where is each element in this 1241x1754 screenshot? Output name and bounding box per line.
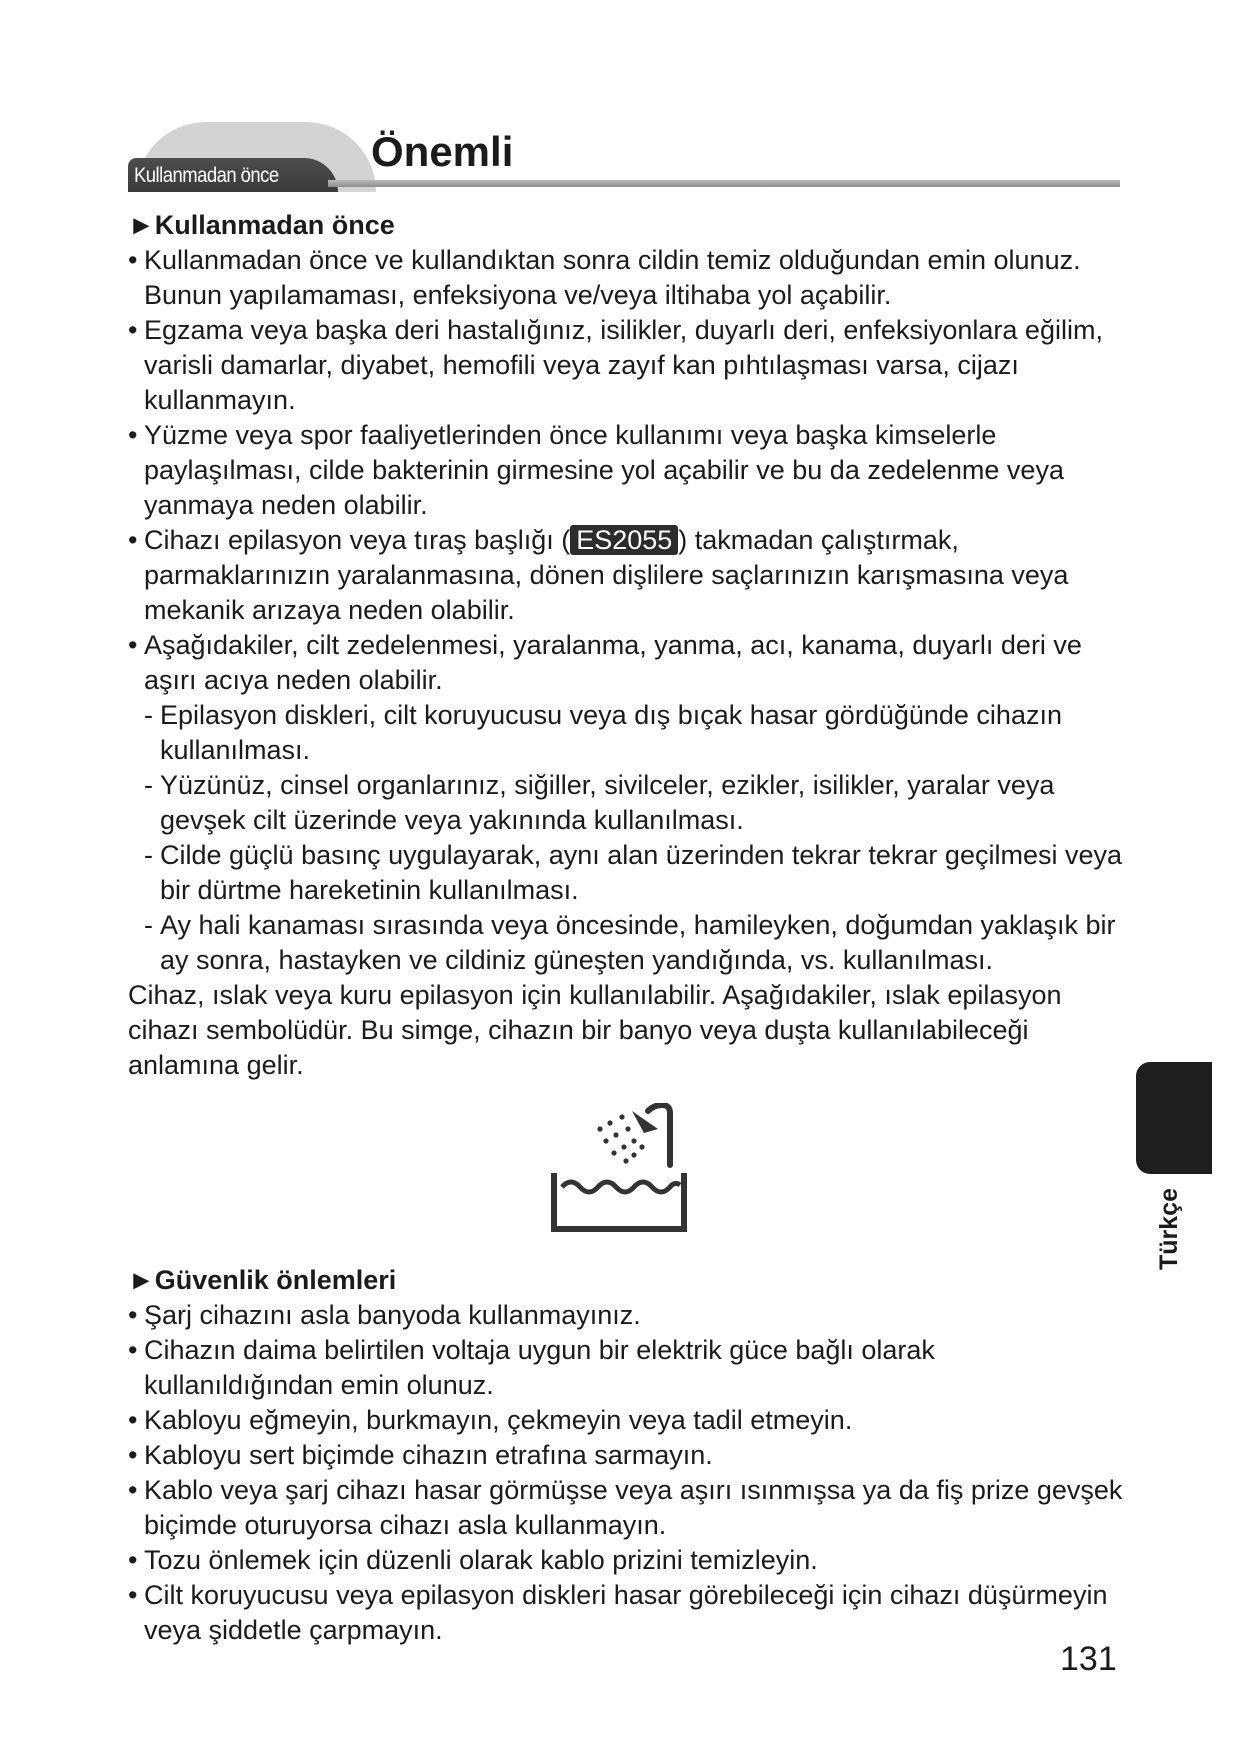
header-tab — [128, 158, 338, 192]
list-item: • Cilt koruyucusu veya epilasyon diskleri hasar görebileceği için cihazı düşürmeyin veya şiddetle çarpmayın. — [128, 1578, 1128, 1648]
shower-bath-icon — [550, 1103, 690, 1233]
language-label: Türkçe — [1155, 1188, 1183, 1270]
section-heading-before-use: ►Kullanmadan önce — [128, 210, 395, 240]
list-item: • Cihazın daima belirtilen voltaja uygun bir elektrik güce bağlı olarak kullanıldığından emin olunuz. — [128, 1333, 1128, 1403]
sub-list-item: - Epilasyon diskleri, cilt koruyucusu veya dış bıçak hasar gördüğünde cihazın kullanılması. — [128, 698, 1128, 768]
list-item: • Tozu önlemek için düzenli olarak kablo prizini temizleyin. — [128, 1543, 1128, 1578]
wet-symbol-area — [128, 1103, 1128, 1253]
sub-list-item: - Ay hali kanaması sırasında veya öncesinde, hamileyken, doğumdan yaklaşık bir ay sonra, hastayken ve cildiniz güneşten yandığında, vs. kullanılması. — [128, 908, 1128, 978]
header-rule — [328, 180, 1120, 187]
list-item-text: ) takmadan çalıştırmak, parmaklarınızın yaralanmasına, dönen dişlilere saçlarınızın karışmasına veya mekanik arızaya neden olabilir. — [144, 525, 1069, 625]
list-item: • Kullanmadan önce ve kullandıktan sonra cildin temiz olduğundan emin olunuz. Bunun yapılamaması, enfeksiyona ve/veya iltihaba yol açabilir. — [128, 243, 1128, 313]
wet-use-paragraph: Cihaz, ıslak veya kuru epilasyon için kullanılabilir. Aşağıdakiler, ıslak epilasyon cihazı sembolüdür. Bu simge, cihazın bir banyo veya duşta kullanılabileceği anlamına gelir. — [128, 980, 1062, 1080]
language-tab-marker — [1136, 1062, 1212, 1174]
model-badge: ES2055 — [570, 525, 678, 555]
list-item: • Aşağıdakiler, cilt zedelenmesi, yaralanma, yanma, acı, kanama, duyarlı deri ve aşırı acıya neden olabilir. — [128, 628, 1128, 698]
list-item — [128, 523, 1128, 628]
list-item: • Kabloyu sert biçimde cihazın etrafına sarmayın. — [128, 1438, 1128, 1473]
sub-list-item: - Cilde güçlü basınç uygulayarak, aynı alan üzerinden tekrar tekrar geçilmesi veya bir dürtme hareketinin kullanılması. — [128, 838, 1128, 908]
sub-list-item: - Yüzünüz, cinsel organlarınız, siğiller, sivilceler, ezikler, isilikler, yaralar veya gevşek cilt üzerinde veya yakınında kullanılması. — [128, 768, 1128, 838]
list-item-text: Cihazı epilasyon veya tıraş başlığı ( — [144, 525, 571, 555]
page-title: Önemli — [371, 128, 514, 175]
list-item: • Yüzme veya spor faaliyetlerinden önce kullanımı veya başka kimselerle paylaşılması, cilde bakterinin girmesine yol açabilir ve bu da zedelenme veya yanmaya neden olabilir. — [128, 418, 1128, 523]
list-item: • Kabloyu eğmeyin, burkmayın, çekmeyin veya tadil etmeyin. — [128, 1403, 1128, 1438]
main-content — [128, 208, 1128, 1648]
list-item: • Kablo veya şarj cihazı hasar görmüşse veya aşırı ısınmışsa ya da fiş prize gevşek biçimde oturuyorsa cihazı asla kullanmayın. — [128, 1473, 1128, 1543]
page-header — [128, 118, 1120, 192]
section-heading-safety: ►Güvenlik önlemleri — [128, 1265, 397, 1295]
list-item: • Şarj cihazını asla banyoda kullanmayınız. — [128, 1298, 1128, 1333]
page-number: 131 — [1060, 1640, 1117, 1678]
list-item: • Egzama veya başka deri hastalığınız, isilikler, duyarlı deri, enfeksiyonlara eğilim, varisli damarlar, diyabet, hemofili veya zayıf kan pıhtılaşması varsa, cijazı kullanmayın. — [128, 313, 1128, 418]
header-tab-label: Kullanmadan önce — [134, 164, 279, 187]
